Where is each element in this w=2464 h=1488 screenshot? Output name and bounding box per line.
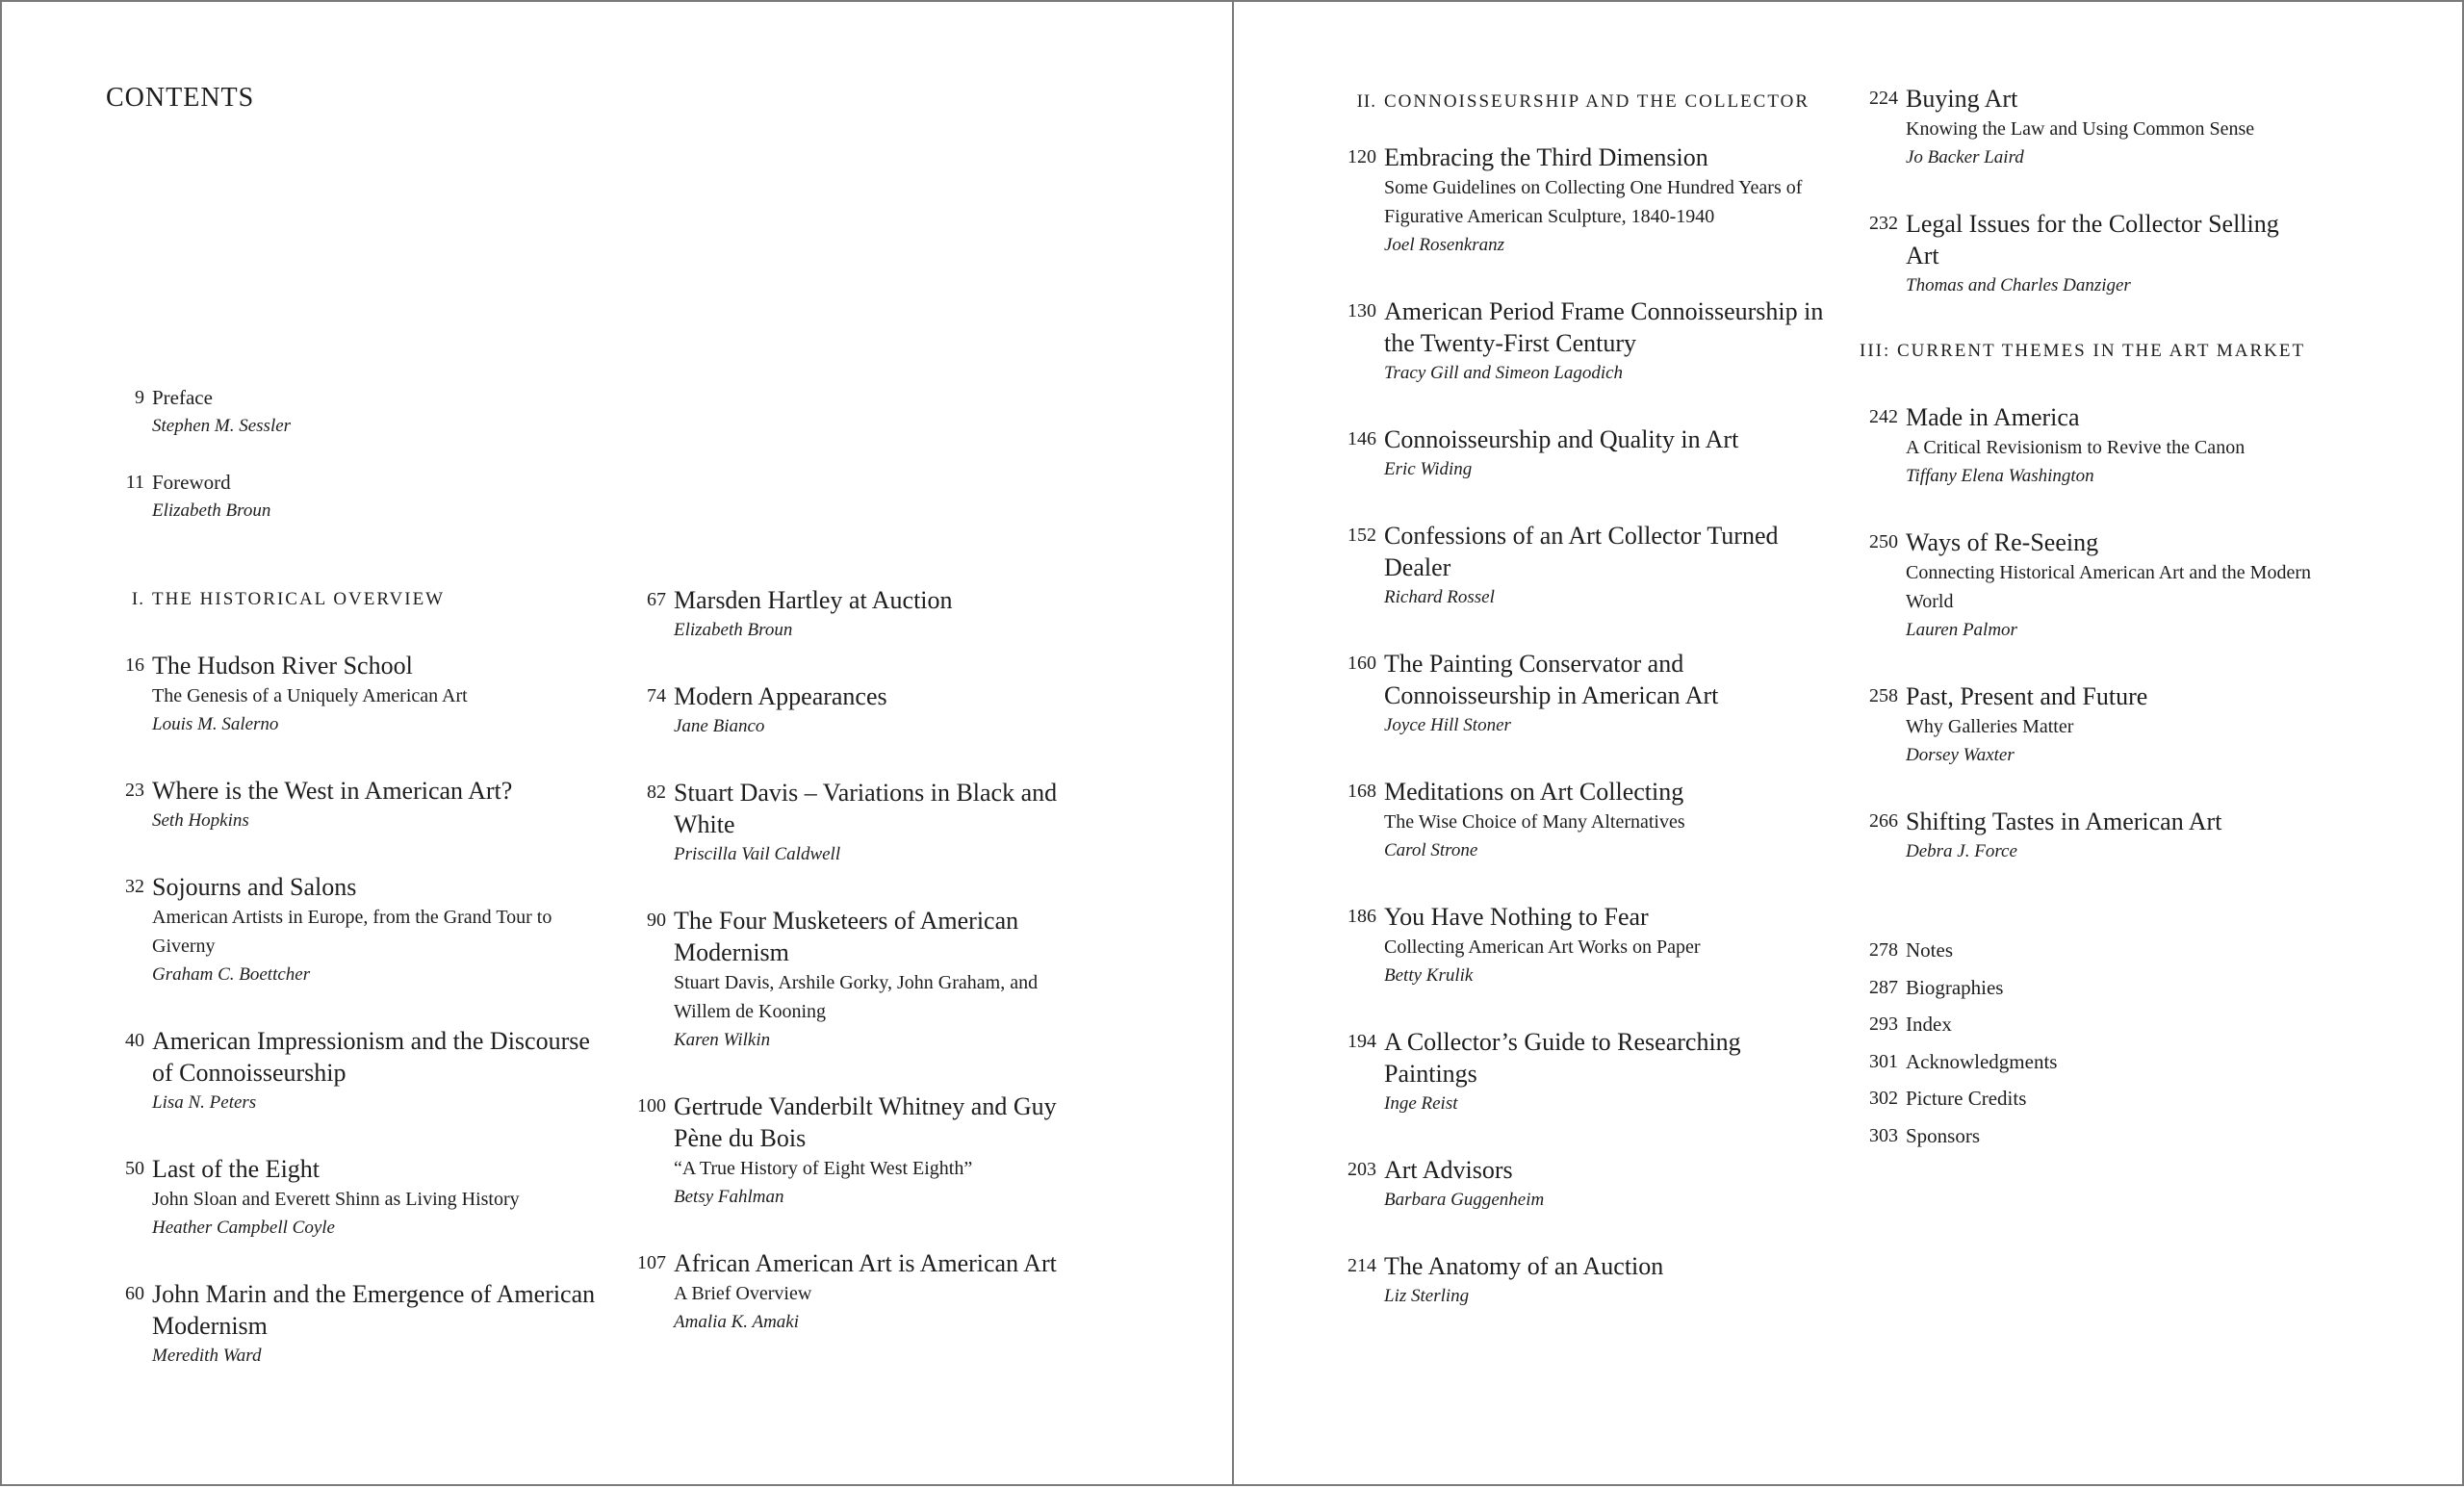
back-matter-item[interactable] — [1860, 1043, 2399, 1081]
entry-title: Sojourns and Salons — [152, 873, 357, 901]
page-number: 266 — [1869, 810, 1898, 832]
entry-title: The Four Musketeers of American Modernism — [674, 907, 1019, 966]
toc-entry[interactable] — [1860, 401, 2399, 491]
toc-entry[interactable] — [628, 584, 1090, 645]
right-page — [1232, 0, 2464, 1486]
page-number: 152 — [1348, 525, 1376, 546]
entry-author: Richard Rossel — [1384, 587, 1495, 607]
page-number: 301 — [1869, 1050, 1898, 1072]
page-number: 232 — [1869, 213, 1898, 234]
entry-subtitle: Connecting Historical American Art and the Modern World — [1906, 562, 2312, 612]
entry-subtitle: A Critical Revisionism to Revive the Canon — [1906, 437, 2246, 458]
section-2-column-1 — [1338, 87, 1838, 1347]
entry-author: Joyce Hill Stoner — [1384, 715, 1511, 735]
section-numeral: I. — [131, 589, 144, 609]
page-number: 23 — [125, 780, 144, 801]
page-number: 194 — [1348, 1031, 1376, 1052]
entry-subtitle: The Genesis of a Uniquely American Art — [152, 685, 468, 706]
toc-entry[interactable] — [106, 1025, 616, 1117]
entry-title: Gertrude Vanderbilt Whitney and Guy Pène du Bois — [674, 1092, 1057, 1152]
toc-entry[interactable] — [1338, 648, 1838, 740]
page-number: 9 — [135, 387, 144, 408]
entry-title: The Hudson River School — [152, 652, 413, 680]
entry-author: Eric Widing — [1384, 459, 1473, 479]
page-number: 120 — [1348, 146, 1376, 167]
section-2-heading — [1338, 87, 1838, 116]
section-1-heading — [106, 584, 616, 615]
back-matter-item[interactable] — [1860, 1006, 2399, 1043]
entry-author: Debra J. Force — [1906, 841, 2017, 861]
entry-title: Made in America — [1906, 403, 2080, 431]
toc-entry[interactable] — [1338, 1154, 1838, 1215]
toc-entry[interactable] — [628, 1247, 1090, 1337]
entry-author: Barbara Guggenheim — [1384, 1190, 1545, 1210]
page-number: 160 — [1348, 653, 1376, 674]
toc-entry[interactable] — [1338, 423, 1838, 484]
entry-title: Marsden Hartley at Auction — [674, 586, 953, 614]
page-number: 67 — [647, 589, 666, 610]
page-number: 50 — [125, 1158, 144, 1179]
entry-title: Stuart Davis – Variations in Black and White — [674, 779, 1058, 838]
entry-title: Buying Art — [1906, 85, 2018, 113]
entry-author: Tiffany Elena Washington — [1906, 466, 2094, 486]
entry-title: Art Advisors — [1384, 1156, 1513, 1184]
toc-entry[interactable] — [1860, 526, 2348, 645]
entry-title: Foreword — [152, 471, 231, 494]
entry-author: Betsy Fahlman — [674, 1187, 784, 1207]
page-number: 130 — [1348, 300, 1376, 321]
entry-title: Preface — [152, 386, 213, 409]
entry-author: Meredith Ward — [152, 1346, 262, 1366]
item-title: Biographies — [1906, 975, 2004, 999]
entry-title: Legal Issues for the Collector Selling Art — [1906, 210, 2279, 269]
toc-entry[interactable] — [628, 905, 1090, 1055]
entry-author: Heather Campbell Coyle — [152, 1218, 335, 1238]
page-number: 293 — [1869, 1013, 1898, 1035]
entry-author: Lauren Palmor — [1906, 620, 2017, 640]
entry-author: Joel Rosenkranz — [1384, 235, 1505, 255]
page-number: 60 — [125, 1283, 144, 1304]
page-number: 74 — [647, 685, 666, 706]
toc-entry[interactable] — [1338, 141, 1838, 260]
front-matter — [106, 383, 606, 552]
page-number: 32 — [125, 876, 144, 897]
section-title: CONNOISSEURSHIP AND THE COLLECTOR — [1384, 91, 1810, 112]
entry-author: Inge Reist — [1384, 1093, 1458, 1114]
entry-author: Elizabeth Broun — [674, 620, 793, 640]
entry-subtitle: American Artists in Europe, from the Grand Tour to Giverny — [152, 907, 552, 957]
entry-author: Tracy Gill and Simeon Lagodich — [1384, 363, 1624, 383]
page-number: 11 — [125, 472, 144, 493]
entry-title: John Marin and the Emergence of American Modernism — [152, 1280, 596, 1340]
entry-title: Confessions of an Art Collector Turned Dealer — [1384, 522, 1779, 581]
toc-entry[interactable] — [1860, 83, 2399, 172]
entry-author: Elizabeth Broun — [152, 500, 271, 521]
entry-subtitle: Stuart Davis, Arshile Gorky, John Graham, and Willem de Kooning — [674, 972, 1039, 1022]
page-number: 214 — [1348, 1255, 1376, 1276]
section-1-column-1 — [106, 584, 616, 1406]
entry-subtitle: “A True History of Eight West Eighth” — [674, 1158, 973, 1179]
contents-heading: CONTENTS — [106, 83, 255, 113]
entry-title: The Painting Conservator and Connoisseurship in American Art — [1384, 650, 1719, 709]
page-number: 90 — [647, 910, 666, 931]
entry-author: Jane Bianco — [674, 716, 765, 736]
entry-title: A Collector’s Guide to Researching Paintings — [1384, 1028, 1741, 1088]
entry-author: Stephen M. Sessler — [152, 416, 292, 436]
page-number: 168 — [1348, 781, 1376, 802]
page-number: 242 — [1869, 406, 1898, 427]
entry-author: Betty Krulik — [1384, 965, 1474, 986]
toc-entry[interactable] — [106, 871, 616, 989]
page-number: 287 — [1869, 976, 1898, 998]
entry-title: Ways of Re-Seeing — [1906, 528, 2099, 556]
entry-author: Priscilla Vail Caldwell — [674, 844, 841, 864]
back-matter-item[interactable] — [1860, 932, 2399, 969]
page-number: 258 — [1869, 685, 1898, 706]
entry-author: Dorsey Waxter — [1906, 745, 2015, 765]
entry-author: Carol Strone — [1384, 840, 1478, 860]
entry-author: Jo Backer Laird — [1906, 147, 2024, 167]
section-numeral: II. — [1356, 91, 1376, 112]
entry-author: Karen Wilkin — [674, 1030, 771, 1050]
toc-entry-foreword[interactable] — [106, 468, 606, 526]
entry-author: Liz Sterling — [1384, 1286, 1470, 1306]
page-number: 303 — [1869, 1124, 1898, 1146]
item-title: Acknowledgments — [1906, 1049, 2058, 1073]
toc-entry[interactable] — [106, 775, 616, 835]
toc-entry[interactable] — [106, 1278, 616, 1371]
section-1-column-2 — [628, 584, 1090, 1373]
page-number: 278 — [1869, 939, 1898, 961]
section-3-heading — [1860, 336, 2399, 367]
page-number: 250 — [1869, 531, 1898, 552]
page-number: 146 — [1348, 428, 1376, 449]
entry-title: Where is the West in American Art? — [152, 777, 513, 805]
entry-subtitle: John Sloan and Everett Shinn as Living History — [152, 1189, 520, 1210]
toc-entry[interactable] — [1338, 1250, 1838, 1311]
page-number: 224 — [1869, 88, 1898, 109]
back-matter-list — [1860, 932, 2399, 1154]
entry-title: Past, Present and Future — [1906, 682, 2148, 710]
page-number: 186 — [1348, 906, 1376, 927]
item-title: Picture Credits — [1906, 1087, 2027, 1110]
entry-subtitle: Why Galleries Matter — [1906, 716, 2074, 737]
toc-entry[interactable] — [628, 680, 1090, 741]
toc-entry-preface[interactable] — [106, 383, 606, 441]
entry-title: Shifting Tastes in American Art — [1906, 808, 2222, 835]
entry-title: American Impressionism and the Discourse of Connoisseurship — [152, 1027, 590, 1087]
toc-entry[interactable] — [106, 650, 616, 739]
right-page-column-2 — [1860, 83, 2399, 1154]
entry-title: American Period Frame Connoisseurship in the Twenty-First Century — [1384, 297, 1824, 357]
entry-author: Seth Hopkins — [152, 810, 249, 831]
entry-subtitle: Knowing the Law and Using Common Sense — [1906, 118, 2255, 140]
toc-entry[interactable] — [1338, 901, 1838, 990]
entry-subtitle: The Wise Choice of Many Alternatives — [1384, 811, 1685, 833]
section-title: III: CURRENT THEMES IN THE ART MARKET — [1860, 341, 2306, 361]
entry-title: Connoisseurship and Quality in Art — [1384, 425, 1739, 453]
back-matter-item[interactable] — [1860, 1117, 2399, 1155]
entry-subtitle: A Brief Overview — [674, 1283, 812, 1304]
page-number: 302 — [1869, 1088, 1898, 1109]
entry-title: Last of the Eight — [152, 1155, 321, 1183]
page-number: 82 — [647, 782, 666, 803]
entry-author: Amalia K. Amaki — [674, 1312, 800, 1332]
toc-entry[interactable] — [1860, 806, 2399, 866]
entry-title: The Anatomy of an Auction — [1384, 1252, 1664, 1280]
entry-title: Meditations on Art Collecting — [1384, 778, 1684, 806]
toc-entry[interactable] — [1338, 776, 1838, 865]
section-title: THE HISTORICAL OVERVIEW — [152, 589, 446, 609]
entry-author: Thomas and Charles Danziger — [1906, 275, 2131, 295]
page-number: 100 — [637, 1095, 666, 1116]
toc-entry[interactable] — [1338, 295, 1838, 388]
toc-entry[interactable] — [1860, 680, 2399, 770]
item-title: Notes — [1906, 938, 1953, 962]
page-number: 107 — [637, 1252, 666, 1273]
back-matter-item[interactable] — [1860, 1080, 2399, 1117]
entry-subtitle: Collecting American Art Works on Paper — [1384, 936, 1701, 958]
toc-entry[interactable] — [106, 1153, 616, 1243]
page-number: 203 — [1348, 1159, 1376, 1180]
entry-author: Lisa N. Peters — [152, 1092, 257, 1113]
entry-title: You Have Nothing to Fear — [1384, 903, 1649, 931]
page-number: 16 — [125, 654, 144, 676]
entry-subtitle: Some Guidelines on Collecting One Hundred Years of Figurative American Sculpture, 1840-1940 — [1384, 177, 1803, 227]
toc-entry[interactable] — [628, 1090, 1090, 1212]
toc-entry[interactable] — [1860, 208, 2281, 300]
item-title: Index — [1906, 1013, 1952, 1036]
toc-entry[interactable] — [628, 777, 1090, 869]
entry-title: Modern Appearances — [674, 682, 887, 710]
page-number: 40 — [125, 1030, 144, 1051]
toc-entry[interactable] — [1338, 1026, 1838, 1118]
item-title: Sponsors — [1906, 1123, 1981, 1147]
toc-entry[interactable] — [1338, 520, 1838, 612]
entry-author: Graham C. Boettcher — [152, 964, 311, 985]
entry-author: Louis M. Salerno — [152, 714, 279, 734]
entry-title: Embracing the Third Dimension — [1384, 143, 1708, 171]
back-matter-item[interactable] — [1860, 969, 2399, 1007]
entry-title: African American Art is American Art — [674, 1249, 1057, 1277]
